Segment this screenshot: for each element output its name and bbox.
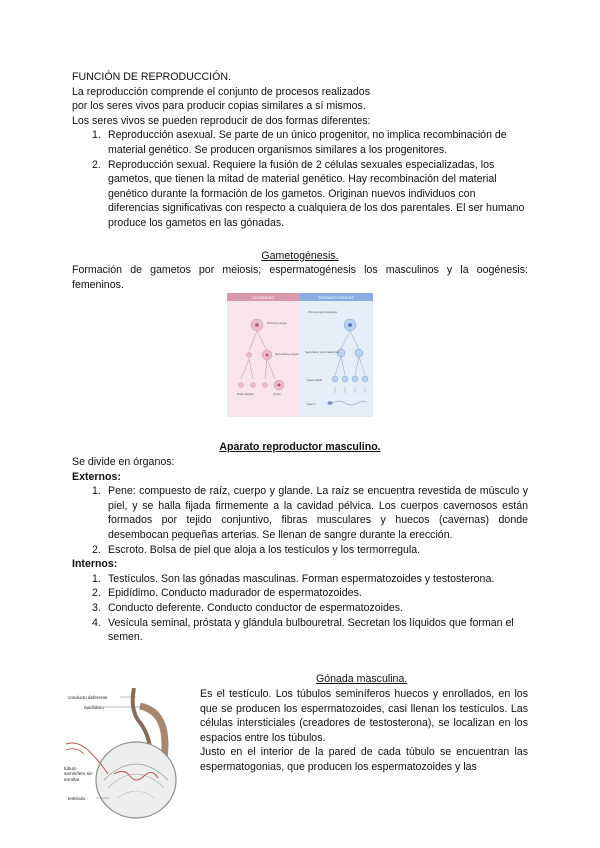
label-primary-spermatocyte: Primary spermatocyte xyxy=(308,310,338,314)
label-secondary-oocyte: Secondary oocyte xyxy=(275,352,300,356)
list-number: 1. xyxy=(92,485,101,498)
oogenesis-header: OOGENESIS xyxy=(252,296,274,300)
spermatogenesis-header: SPERMATOGENESIS xyxy=(318,296,354,300)
spermatid xyxy=(342,376,348,382)
intro-line: Los seres vivos se pueden reproducir de dos formas diferentes: xyxy=(72,114,371,127)
list-text: Testículos. Son las gónadas masculinas. Forman espermatozoides y testosterona. xyxy=(108,572,495,585)
spermatid xyxy=(352,376,358,382)
list-item xyxy=(72,543,528,558)
list-item xyxy=(72,586,528,601)
gametogenesis-text: Formación de gametos por meiosis; espermatogénesis los masculinos y la oogénesis: femeninos. xyxy=(72,264,528,291)
spermatid xyxy=(332,376,338,382)
gametogenesis-heading: Gametogénesis. xyxy=(261,250,339,262)
list-text: Escroto. Bolsa de piel que aloja a los testículos y los termorregula. xyxy=(108,543,421,556)
label-polar-bodies: Polar bodies xyxy=(237,392,254,396)
list-number: 2. xyxy=(92,587,101,600)
list-item xyxy=(72,616,528,645)
label-spermatids: Spermatids xyxy=(307,378,323,382)
list-item xyxy=(72,572,528,587)
list-item xyxy=(72,484,528,542)
spermatid xyxy=(362,376,368,382)
list-number: 2. xyxy=(92,543,101,556)
label-vas-deferens: conducto deferente xyxy=(68,695,108,700)
polar-body xyxy=(239,383,244,388)
page-title: FUNCIÓN DE REPRODUCCIÓN. xyxy=(72,71,231,83)
label-tubule-container xyxy=(64,766,98,794)
list-number: 1. xyxy=(92,129,101,142)
list-item xyxy=(72,158,528,231)
secondary-spermatocyte xyxy=(355,349,363,357)
list-item xyxy=(72,601,528,616)
list-number: 1. xyxy=(92,572,101,585)
gametogenesis-figure xyxy=(227,293,373,417)
label-sperm: Sperm xyxy=(307,402,316,406)
testicle-figure xyxy=(64,688,194,823)
reproduction-types-list xyxy=(72,128,528,230)
label-seminiferous-tubule: túbulo seminífero sin enrollar xyxy=(64,766,93,782)
label-epididymis: epidídimo xyxy=(84,705,104,710)
intro-line: por los seres vivos para producir copias similares a sí mismos. xyxy=(72,100,366,113)
gonada-heading: Gónada masculina. xyxy=(316,673,408,685)
male-system-intro: Se divide en órganos: xyxy=(72,456,175,468)
internos-list xyxy=(72,572,528,645)
gonada-paragraph: Es el testículo. Los túbulos seminíferos huecos y enrollados, en los que se producen los espermatozoides, casi llenan los testículos. Las células intersticiales (creadores de testosterona), se localizan en los espacios entre los túbulos. xyxy=(200,688,528,744)
list-text: Reproducción asexual. Se parte de un único progenitor, no implica recombinación de material genético. Se producen organismos similares a los progenitores. xyxy=(108,129,507,156)
polar-body xyxy=(251,383,256,388)
gonada-text xyxy=(200,687,528,775)
externos-list xyxy=(72,484,528,557)
male-system-section xyxy=(72,455,528,645)
list-text: Epidídimo. Conducto madurador de espermatozoides. xyxy=(108,587,362,600)
list-number: 3. xyxy=(92,601,101,614)
list-number: 4. xyxy=(92,616,101,629)
externos-label: Externos: xyxy=(72,470,121,483)
list-number: 2. xyxy=(92,158,101,171)
male-system-heading: Aparato reproductor masculino. xyxy=(219,441,381,453)
polar-body xyxy=(263,383,268,388)
list-text: Vesícula seminal, próstata y glándula bulbouretral. Secretan los líquidos que forman el semen. xyxy=(108,616,514,644)
label-secondary-spermatocytes: Secondary spermatocytes xyxy=(305,350,340,354)
intro-line: La reproducción comprende el conjunto de procesos realizados xyxy=(72,85,370,98)
sperm-cell xyxy=(328,401,333,405)
internos-label: Internos: xyxy=(72,558,118,571)
list-text: Pene: compuesto de raíz, cuerpo y glande. La raíz se encuentra revestida de músculo y piel, y se halla fijada firmemente a la cavidad pélvica. Los cuerpos cavernosos están formados por tejido conjuntivo, fibras musculares y huecos (cavernas) donde desembocan pequeñas arterias. Se llenan de sangre durante la erección. xyxy=(108,485,528,541)
label-primary-oocyte: Primary oocyte xyxy=(267,321,288,325)
list-text: Reproducción sexual. Requiere la fusión de 2 células sexuales especializadas, los gametos, que tienen la mitad de material genético. Hay recombinación del material genético durante la formación de los gametos. Originan nuevos individuos con diferencias significativas con respecto a cualquiera de los dos parentales. El ser humano produce los gametos en las gónadas. xyxy=(108,158,525,229)
label-testicle: testículo xyxy=(68,796,86,801)
list-text: Conducto deferente. Conducto conductor de espermatozoides. xyxy=(108,601,404,614)
gonada-paragraph: Justo en el interior de la pared de cada túbulo se encuentran las espermatogonias, que producen los espermatozoides y las xyxy=(200,746,528,773)
list-item xyxy=(72,128,528,157)
intro-section xyxy=(72,70,528,231)
label-ovum: Ovum xyxy=(273,392,282,396)
polar-body xyxy=(247,353,252,358)
